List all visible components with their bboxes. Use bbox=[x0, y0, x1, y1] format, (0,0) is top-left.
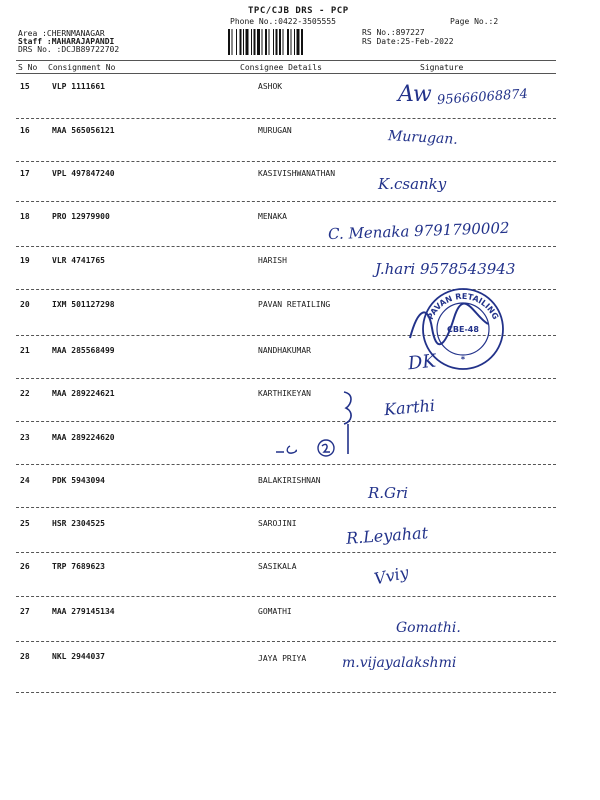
row-consignee: JAYA PRIYA bbox=[258, 654, 307, 663]
row-sno: 22 bbox=[20, 389, 30, 398]
barcode-image bbox=[228, 29, 352, 55]
row-consignment: TRP 7689623 bbox=[52, 562, 105, 571]
row-consignment: MAA 285568499 bbox=[52, 346, 115, 355]
row-consignment: MAA 289224621 bbox=[52, 389, 115, 398]
row-consignment: VPL 497847240 bbox=[52, 169, 115, 178]
row-signature: R.Gri bbox=[368, 484, 409, 502]
header-rule-top bbox=[16, 60, 556, 61]
row-consignee: SAROJINI bbox=[258, 519, 297, 528]
row-consignee: MURUGAN bbox=[258, 126, 292, 135]
col-header-consignee: Consignee Details bbox=[240, 63, 322, 72]
row-divider bbox=[16, 552, 556, 553]
col-header-consignment: Consignment No bbox=[48, 63, 116, 72]
drs-number: DRS No. :DCJB89722702 bbox=[18, 45, 120, 54]
row-consignee: KASIVISHWANATHAN bbox=[258, 169, 336, 178]
row-divider bbox=[16, 378, 556, 379]
phone-number: Phone No.:0422-3505555 bbox=[230, 17, 336, 26]
row-sno: 20 bbox=[20, 300, 30, 309]
header-rule-bottom bbox=[16, 73, 556, 74]
row-sno: 24 bbox=[20, 476, 30, 485]
row-consignee: MENAKA bbox=[258, 212, 287, 221]
row-signature: m.vijayalakshmi bbox=[342, 655, 457, 671]
row-consignment: IXM 501127298 bbox=[52, 300, 115, 309]
row-consignment: HSR 2304525 bbox=[52, 519, 105, 528]
row-sno: 27 bbox=[20, 607, 30, 616]
row-consignment: MAA 289224620 bbox=[52, 433, 115, 442]
row-consignee: NANDHAKUMAR bbox=[258, 346, 311, 355]
area-label: Area :CHERNMANAGAR bbox=[18, 29, 105, 38]
row-sno: 16 bbox=[20, 126, 30, 135]
row-divider bbox=[16, 692, 556, 693]
row-sno: 15 bbox=[20, 82, 30, 91]
row-signature: C. Menaka 9791790002 bbox=[327, 218, 510, 244]
row-divider bbox=[16, 246, 556, 247]
stamp-top-text: PAVAN RETAILING bbox=[425, 291, 501, 321]
stamp-center-text: CBE-48 bbox=[447, 325, 479, 334]
row-consignment: PRO 12979900 bbox=[52, 212, 110, 221]
row-signature: Aw 95666068874 bbox=[398, 82, 529, 109]
row-consignee: PAVAN RETAILING bbox=[258, 300, 331, 309]
row-consignee: GOMATHI bbox=[258, 607, 292, 616]
row-divider bbox=[16, 507, 556, 508]
row-consignment: MAA 565056121 bbox=[52, 126, 115, 135]
row-signature: J.hari 9578543943 bbox=[375, 260, 516, 278]
row-signature: K.csanky bbox=[378, 175, 447, 193]
rs-number: RS No.:897227 bbox=[362, 28, 425, 37]
row-signature: Vviy bbox=[372, 562, 411, 589]
col-header-sno: S No bbox=[18, 63, 38, 72]
row-divider bbox=[16, 464, 556, 465]
row-divider bbox=[16, 641, 556, 642]
stamp-overwrite-scribble bbox=[404, 298, 494, 358]
row-signature: DK bbox=[406, 350, 437, 375]
row-consignee: ASHOK bbox=[258, 82, 283, 91]
row-sno: 18 bbox=[20, 212, 30, 221]
rs-date: RS Date:25-Feb-2022 bbox=[362, 37, 454, 46]
row-consignment: PDK 5943094 bbox=[52, 476, 105, 485]
row-consignee: SASIKALA bbox=[258, 562, 297, 571]
document-title: TPC/CJB DRS - PCP bbox=[248, 6, 349, 16]
row-signature-scribble bbox=[272, 436, 342, 462]
row-sno: 23 bbox=[20, 433, 30, 442]
row-consignment: MAA 279145134 bbox=[52, 607, 115, 616]
row-consignment: VLR 4741765 bbox=[52, 256, 105, 265]
row-consignee: HARISH bbox=[258, 256, 287, 265]
row-signature: R.Leyahat bbox=[345, 523, 429, 548]
row-consignee: KARTHIKEYAN bbox=[258, 389, 311, 398]
row-consignment: VLP 1111661 bbox=[52, 82, 105, 91]
row-sno: 21 bbox=[20, 346, 30, 355]
row-sno: 19 bbox=[20, 256, 30, 265]
row-divider bbox=[16, 118, 556, 119]
row-divider bbox=[16, 596, 556, 597]
row-consignment: NKL 2944037 bbox=[52, 652, 105, 661]
row-divider bbox=[16, 421, 556, 422]
page-number: Page No.:2 bbox=[450, 17, 499, 26]
row-signature: Gomathi. bbox=[396, 620, 461, 636]
row-divider bbox=[16, 201, 556, 202]
staff-label: Staff :MAHARAJAPANDI bbox=[18, 37, 115, 46]
row-sno: 25 bbox=[20, 519, 30, 528]
row-sno: 26 bbox=[20, 562, 30, 571]
row-consignee: BALAKIRISHNAN bbox=[258, 476, 321, 485]
row-sno: 17 bbox=[20, 169, 30, 178]
row-sno: 28 bbox=[20, 652, 30, 661]
svg-text:*: * bbox=[460, 355, 466, 364]
row-signature: Murugan. bbox=[387, 128, 459, 148]
row-divider bbox=[16, 161, 556, 162]
row-signature: Karthi bbox=[383, 395, 436, 420]
col-header-signature: Signature bbox=[420, 63, 464, 72]
